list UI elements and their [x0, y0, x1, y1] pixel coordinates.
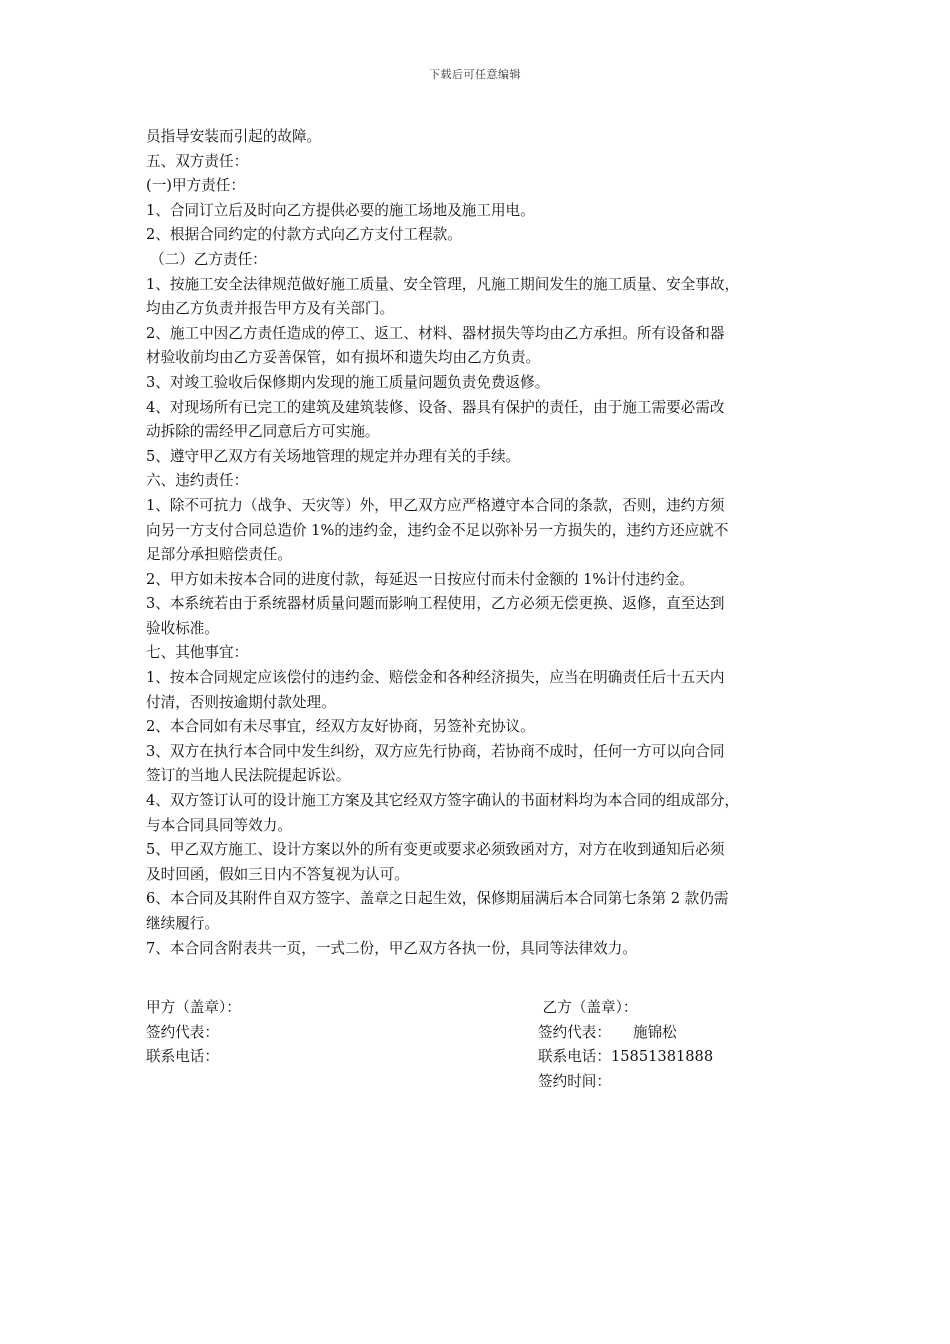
contract-line: 继续履行。 [146, 915, 219, 932]
party-b-phone-value: 15851381888 [610, 1048, 714, 1066]
contract-line: 及时回函，假如三日内不答复视为认可。 [146, 865, 409, 883]
contract-line: 4、对现场所有已完工的建筑及建筑装修、设备、器具有保护的责任，由于施工需要必需改 [146, 398, 725, 416]
contract-line: 5、遵守甲乙双方有关场地管理的规定并办理有关的手续。 [146, 447, 521, 465]
contract-line: 2、施工中因乙方责任造成的停工、返工、材料、器材损失等均由乙方承担。所有设备和器 [146, 324, 725, 342]
contract-line: 3、本系统若由于系统器材质量问题而影响工程使用，乙方必须无偿更换、返修，直至达到 [146, 595, 725, 613]
party-b-date-label: 签约时间： [538, 1072, 611, 1090]
contract-line: 签订的当地人民法院提起诉讼。 [146, 767, 351, 785]
contract-line: 1、合同订立后及时向乙方提供必要的施工场地及施工用电。 [146, 201, 535, 219]
contract-line: 7、本合同含附表共一页，一式二份，甲乙双方各执一份，具同等法律效力。 [146, 939, 637, 957]
party-a-phone-label: 联系电话： [146, 1048, 219, 1066]
party-b-phone-label: 联系电话： [538, 1048, 611, 1066]
contract-line: 2、本合同如有未尽事宜，经双方友好协商，另签补充协议。 [146, 718, 535, 736]
contract-line: 1、除不可抗力（战争、天灾等）外，甲乙双方应严格遵守本合同的条款，否则，违约方须 [146, 496, 725, 514]
contract-line: 3、双方在执行本合同中发生纠纷，双方应先行协商，若协商不成时，任何一方可以向合同 [146, 742, 725, 760]
contract-line: (一)甲方责任： [146, 177, 245, 195]
contract-line: 1、按施工安全法律规范做好施工质量、安全管理，凡施工期间发生的施工质量、安全事故， [146, 275, 740, 293]
party-b-signature [538, 996, 713, 1094]
contract-line: 五、双方责任： [146, 152, 249, 170]
contract-line: 员指导安装而引起的故障。 [146, 128, 322, 145]
party-b-seal-text: 乙方（盖章）： [542, 999, 638, 1016]
contract-line: （二）乙方责任： [150, 250, 267, 268]
contract-line: 动拆除的需经甲乙同意后方可实施。 [146, 423, 380, 441]
party-b-phone-row [538, 1045, 713, 1070]
contract-line: 均由乙方负责并报告甲方及有关部门。 [146, 300, 395, 318]
party-b-seal-label [538, 996, 713, 1021]
contract-line: 1、按本合同规定应该偿付的违约金、赔偿金和各种经济损失，应当在明确责任后十五天内 [146, 669, 725, 687]
contract-line: 六、违约责任： [146, 472, 249, 490]
contract-line: 与本合同具同等效力。 [146, 816, 292, 834]
contract-line: 材验收前均由乙方妥善保管，如有损坏和遗失均由乙方负责。 [146, 349, 541, 367]
contract-line: 4、双方签订认可的设计施工方案及其它经双方签字确认的书面材料均为本合同的组成部分， [146, 792, 740, 810]
contract-line: 2、甲方如未按本合同的进度付款，每延迟一日按应付而未付金额的 1%计付违约金。 [146, 570, 694, 588]
contract-line: 5、甲乙双方施工、设计方案以外的所有变更或要求必须致函对方，对方在收到通知后必须 [146, 841, 725, 859]
party-a-seal-label: 甲方（盖章）： [146, 999, 241, 1016]
party-b-rep-row [538, 1021, 713, 1046]
header-note: 下载后可任意编辑 [429, 68, 521, 81]
contract-line: 6、本合同及其附件自双方签字、盖章之日起生效，保修期届满后本合同第七条第 2 款仍需 [146, 890, 729, 908]
contract-line: 足部分承担赔偿责任。 [146, 546, 292, 564]
contract-line: 2、根据合同约定的付款方式向乙方支付工程款。 [146, 226, 462, 244]
contract-line: 七、其他事宜： [146, 644, 249, 662]
contract-body [146, 125, 810, 961]
party-a-rep-label: 签约代表： [146, 1023, 219, 1041]
party-a-signature [146, 996, 241, 1070]
contract-line: 3、对竣工验收后保修期内发现的施工质量问题负责免费返修。 [146, 373, 550, 391]
party-b-rep-value: 施锦松 [632, 1023, 677, 1041]
party-b-rep-label: 签约代表： [538, 1023, 611, 1041]
contract-line: 付清，否则按逾期付款处理。 [146, 693, 336, 711]
contract-line: 向另一方支付合同总造价 1%的违约金，违约金不足以弥补另一方损失的，违约方还应就不 [146, 521, 729, 539]
contract-line: 验收标准。 [146, 619, 219, 637]
